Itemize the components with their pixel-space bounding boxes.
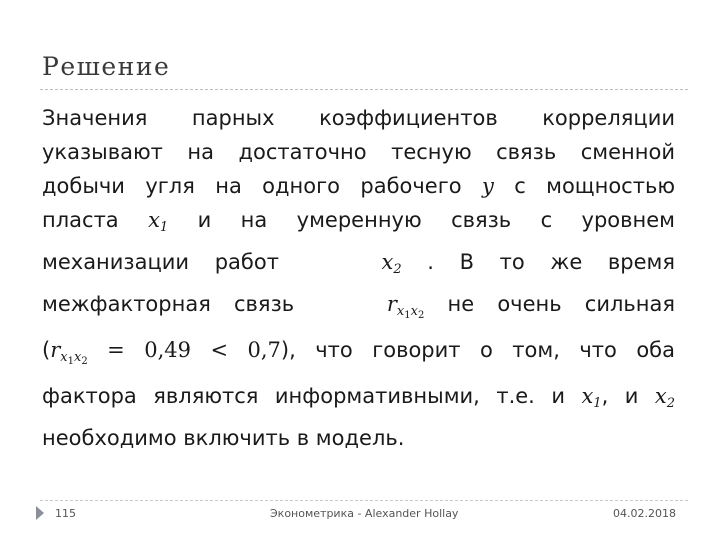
body-line-4 <box>42 203 675 245</box>
body-text-5a: механизации работ <box>42 250 305 274</box>
body-line-9 <box>42 421 675 455</box>
inequality: = 0,49 < 0,7 <box>87 338 281 362</box>
body-text-8a: фактора являются информативными, т.е. и <box>42 384 582 408</box>
r2-sub-x2: x <box>73 350 82 365</box>
and-word: и <box>608 384 655 408</box>
body-text-7b: ), что говорит о том, что оба <box>280 338 675 362</box>
r2-sub-2: 2 <box>81 356 88 367</box>
r-sub-1: 1 <box>404 310 411 321</box>
r2-sub-x1: x <box>60 350 68 365</box>
slide-arrow-icon <box>36 506 44 520</box>
var-x1-b-sub: 1 <box>593 396 602 411</box>
title-divider <box>40 89 688 90</box>
var-r-sub <box>397 304 424 319</box>
var-r-2: r <box>50 338 61 362</box>
page-number: 115 <box>55 507 76 520</box>
footer-divider <box>40 500 688 501</box>
body-text-9: необходимо включить в модель. <box>42 426 405 450</box>
paren-open: ( <box>42 338 51 362</box>
var-x1-b: x <box>581 384 594 408</box>
var-x2-sub: 2 <box>393 262 402 277</box>
comma: , <box>601 384 609 408</box>
body-text-4a: пласта <box>42 208 149 232</box>
r-sub-2: 2 <box>417 310 425 321</box>
r-sub-x2: x <box>410 304 418 319</box>
body-text-3a: добычи угля на одного рабочего <box>42 174 482 198</box>
body-text-4b: и на умеренную связь с уровнем <box>168 208 675 232</box>
body-line-5 <box>42 245 675 287</box>
body-line-1 <box>42 101 675 135</box>
var-x1-sub: 1 <box>159 220 169 235</box>
body-line-6 <box>42 287 675 333</box>
body-text-6b: не очень сильная <box>424 292 676 316</box>
body-text-6a: межфакторная связь <box>42 292 318 316</box>
var-x2: x <box>381 250 394 274</box>
slide-title: Решение <box>42 52 171 81</box>
footer-date: 04.02.2018 <box>613 507 676 520</box>
slide-body <box>42 101 675 455</box>
var-x1: x <box>148 208 160 232</box>
var-x2-b-sub: 2 <box>666 396 675 411</box>
var-y: y <box>481 174 494 198</box>
body-line-2 <box>42 135 675 169</box>
footer-caption: Эконометрика - Alexander Hollay <box>270 507 459 520</box>
var-r: r <box>386 292 397 316</box>
r-sub-x1: x <box>396 304 405 319</box>
body-line-8 <box>42 379 675 421</box>
body-text-2: указывают на достаточно тесную связь сменной <box>42 140 675 164</box>
var-x2-b: x <box>654 384 667 408</box>
body-line-7 <box>42 333 675 379</box>
r2-sub-1: 1 <box>67 356 74 367</box>
body-text-1: Значения парных коэффициентов корреляции <box>42 106 675 130</box>
body-line-3 <box>42 169 675 203</box>
body-text-3b: с мощностью <box>493 174 675 198</box>
var-r2-sub <box>60 350 87 365</box>
body-text-5b: . В то же время <box>401 250 675 274</box>
